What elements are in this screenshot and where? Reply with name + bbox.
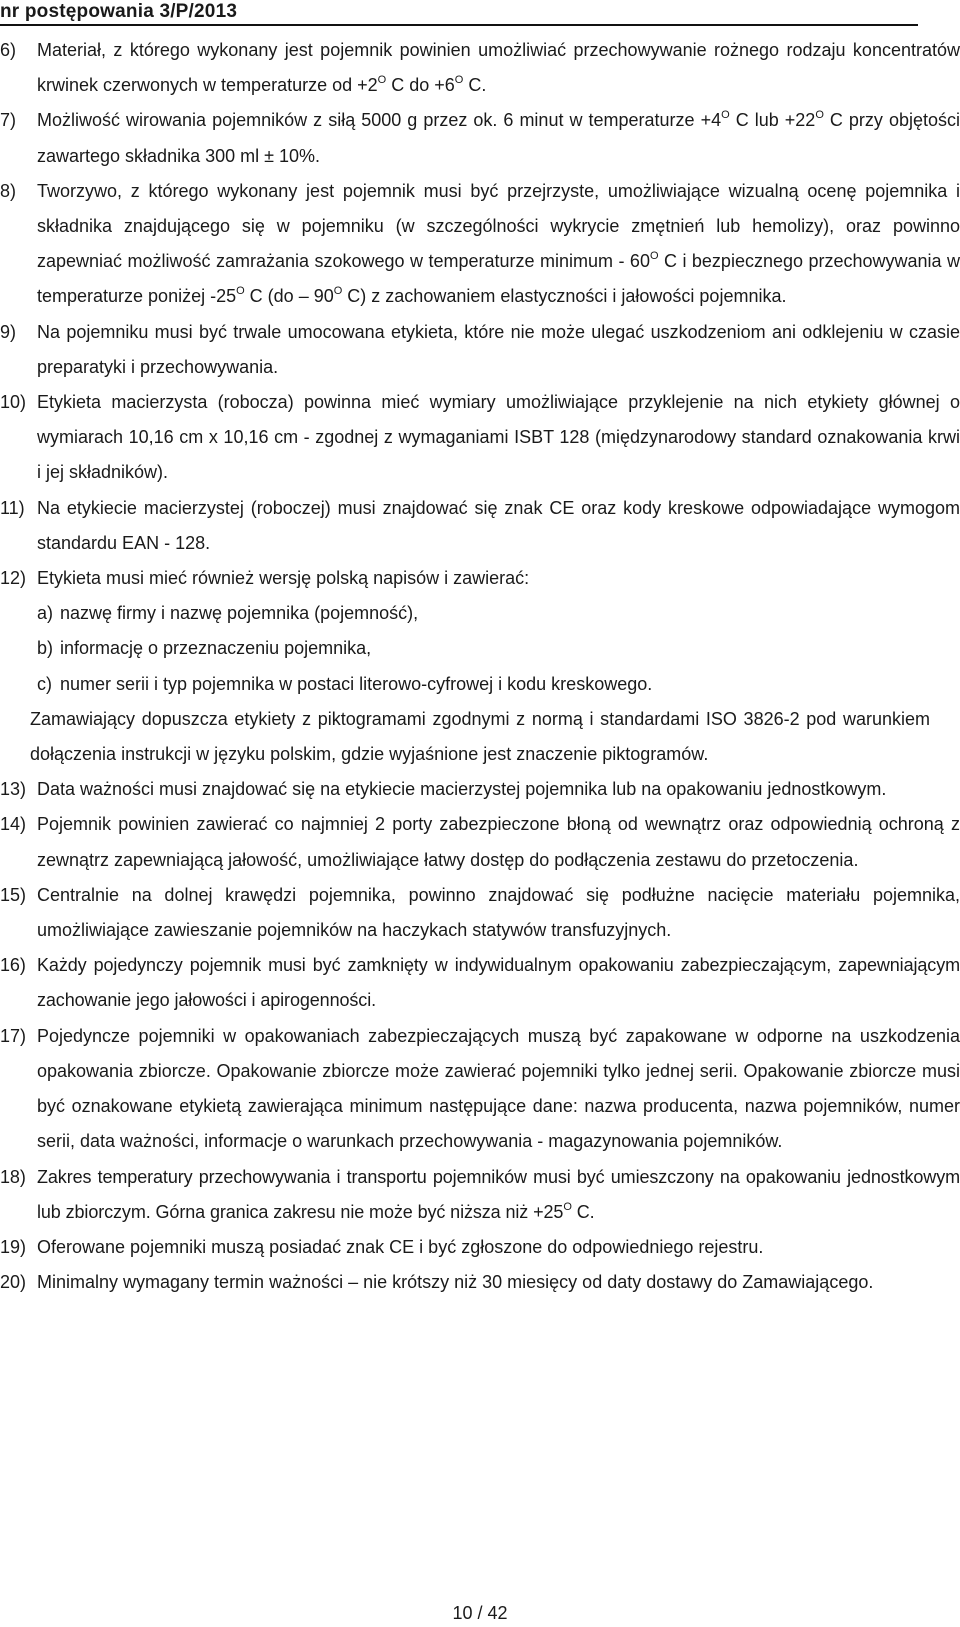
page-number: 10 / 42: [452, 1603, 508, 1623]
list-item: [0, 491, 960, 561]
list-item: [0, 33, 960, 103]
sub-item-text: informację o przeznaczeniu pojemnika,: [60, 638, 372, 659]
requirements-list: [0, 33, 960, 1300]
degree-sup: O: [236, 285, 245, 298]
list-item: [0, 561, 960, 596]
sub-item-text: numer serii i typ pojemnika w postaci literowo-cyfrowej i kodu kreskowego.: [60, 673, 653, 694]
list-item: [0, 1019, 960, 1160]
list-item: [0, 878, 960, 948]
degree-sup: O: [377, 74, 387, 87]
item-text: C przy objętości zawartego składnika 300 ml ± 10%.: [37, 110, 960, 166]
item-text: Oferowane pojemniki muszą posiadać znak CE i być zgłoszone do odpowiedniego rejestru.: [37, 1236, 764, 1257]
item-text: Materiał, z którego wykonany jest pojemnik powinien umożliwiać przechowywanie rożnego rodzaju koncentratów krwinek czerwonych w temperaturze od +2: [37, 40, 960, 96]
list-item: [0, 174, 960, 315]
item-number: 20): [0, 1272, 27, 1293]
degree-sup: O: [333, 285, 343, 298]
sub-list-item: [0, 596, 960, 631]
item-text: C lub +22: [729, 110, 816, 131]
sub-list-item: [0, 631, 960, 666]
item-text: Na pojemniku musi być trwale umocowana etykieta, które nie może ulegać uszkodzeniom ani odklejeniu w czasie preparatyki i przechowywania.: [37, 321, 960, 377]
item-text: C (do – 90: [244, 286, 334, 307]
item-number: 19): [0, 1236, 27, 1257]
item-number: 16): [0, 955, 26, 976]
item-number: 12): [0, 568, 27, 589]
list-item: [0, 948, 960, 1018]
item-text: C.: [571, 1201, 595, 1222]
item-text: Data ważności musi znajdować się na etykiecie macierzystej pojemnika lub na opakowaniu jednostkowym.: [37, 779, 887, 800]
sub-item-text: nazwę firmy i nazwę pojemnika (pojemność),: [60, 603, 419, 624]
degree-sup: O: [721, 109, 730, 122]
iso-note: Zamawiający dopuszcza etykiety z piktogramami zgodnymi z normą i standardami ISO 3826-2 pod warunkiem dołączenia instrukcji w języku polskim, gdzie wyjaśnione jest znaczenie piktogramów.: [30, 708, 930, 765]
list-item: [0, 385, 960, 491]
item-number: 17): [0, 1025, 27, 1046]
item-text: Etykieta macierzysta (robocza) powinna mieć wymiary umożliwiające przyklejenie na nich etykiety głównej o wymiarach 10,16 cm x 10,16 cm - zgodnej z wymaganiami ISBT 128 (międzynarodowy standard oznakowania krwi i jej składników).: [37, 392, 960, 483]
item-text: C do +6: [386, 75, 455, 96]
item-text: Centralnie na dolnej krawędzi pojemnika, powinno znajdować się podłużne nacięcie materiału pojemnika, umożliwiające zawieszanie pojemników na haczykach statywów transfuzyjnych.: [37, 884, 960, 941]
list-item: [0, 1265, 960, 1300]
item-text: Pojemnik powinien zawierać co najmniej 2 porty zabezpieczone błoną od wewnątrz oraz odpowiednią ochroną z zewnątrz zapewniającą jałowość, umożliwiające łatwy dostęp do podłączenia zestawu do przetoczenia.: [37, 814, 960, 870]
item-text: Każdy pojedynczy pojemnik musi być zamknięty w indywidualnym opakowaniu zabezpieczającym, zapewniającym zachowanie jego jałowości i apirogenności.: [37, 955, 960, 1011]
sub-list-item: [0, 667, 960, 702]
item-text: Tworzywo, z którego wykonany jest pojemnik musi być przejrzyste, umożliwiające wizualną ocenę pojemnika i składnika znajdującego się w pojemniku (w szczególności wykrycie zmętnień lub hemolizy), oraz powinno zapewniać możliwość zamrażania szokowego w temperaturze minimum - 60: [37, 180, 960, 272]
item-number: 10): [0, 392, 27, 413]
list-item: [0, 1230, 960, 1265]
item-number: 8): [0, 180, 17, 201]
item-number: 11): [0, 497, 25, 518]
item-number: 7): [0, 110, 17, 131]
list-item: [0, 315, 960, 385]
tender-number: nr postępowania 3/P/2013: [0, 1, 238, 22]
degree-sup: O: [815, 109, 824, 122]
item-number: 13): [0, 779, 27, 800]
degree-sup: O: [454, 74, 464, 87]
item-text: Etykieta musi mieć również wersję polską napisów i zawierać:: [37, 568, 530, 589]
item-text: Zakres temperatury przechowywania i transportu pojemników musi być umieszczony na opakowaniu jednostkowym lub zbiorczym. Górna granica zakresu nie może być niższa niż +25: [37, 1166, 960, 1222]
sub-item-letter: c): [37, 673, 52, 694]
list-item: [0, 807, 960, 877]
page-header: [0, 0, 918, 26]
item-number: 6): [0, 40, 17, 60]
item-text: C i bezpiecznego przechowywania w temperaturze poniżej -25: [37, 251, 960, 307]
item-number: 9): [0, 321, 17, 342]
item-text: Pojedyncze pojemniki w opakowaniach zabezpieczających muszą być zapakowane w odporne na uszkodzenia opakowania zbiorcze. Opakowanie zbiorcze może zawierać pojemniki tylko jednej serii. Opakowanie zbiorcze musi być oznakowane etykietą zawierająca minimum następujące dane: nazwa producenta, nazwa pojemników, numer serii, data ważności, informacje o warunkach przechowywania - magazynowania pojemników.: [37, 1025, 960, 1152]
item-text: Możliwość wirowania pojemników z siłą 5000 g przez ok. 6 minut w temperaturze +4: [37, 110, 722, 131]
list-item: [0, 103, 960, 173]
item-text: C.: [463, 75, 487, 96]
sub-item-letter: b): [37, 638, 54, 659]
degree-sup: O: [563, 1200, 572, 1213]
sub-item-letter: a): [37, 603, 54, 624]
item-text: Minimalny wymagany termin ważności – nie krótszy niż 30 miesięcy od daty dostawy do Zamawiającego.: [37, 1272, 874, 1293]
item-number: 14): [0, 814, 27, 835]
list-item: [0, 772, 960, 807]
item-number: 18): [0, 1166, 26, 1187]
list-item: [0, 1160, 960, 1230]
item-text: Na etykiecie macierzystej (roboczej) musi znajdować się znak CE oraz kody kreskowe odpowiadające wymogom standardu EAN - 128.: [37, 497, 960, 553]
item-number: 15): [0, 884, 27, 905]
item-text: C) z zachowaniem elastyczności i jałowości pojemnika.: [342, 286, 787, 307]
degree-sup: O: [649, 250, 659, 263]
